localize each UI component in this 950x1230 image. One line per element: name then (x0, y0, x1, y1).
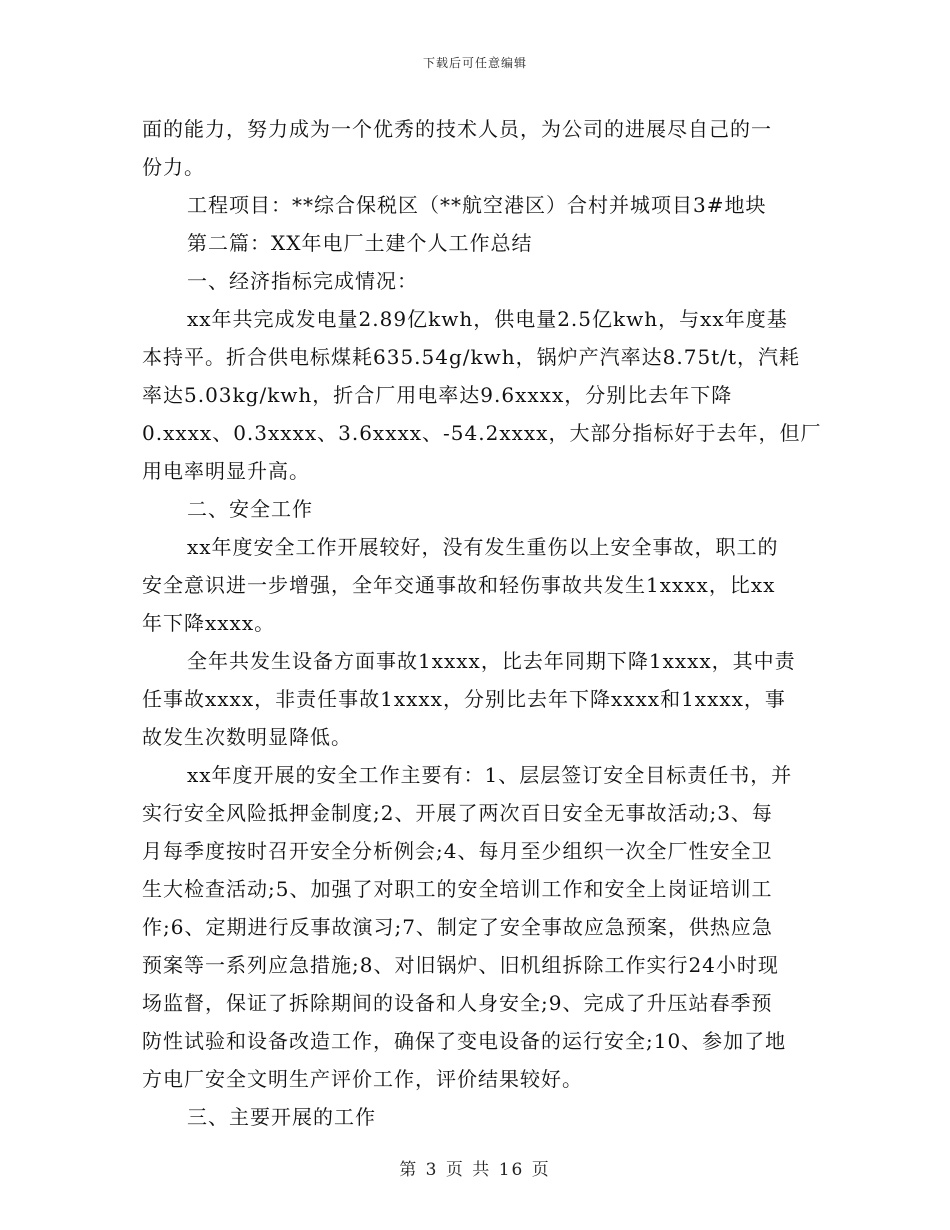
text-line: 作;6、定期进行反事故演习;7、制定了安全事故应急预案，供热应急 (142, 915, 773, 939)
text-line: 任事故xxxx，非责任事故1xxxx，分别比去年下降xxxx和1xxxx，事 (142, 687, 786, 711)
text-line: 用电率明显升高。 (142, 459, 310, 483)
text-line: 场监督，保证了拆除期间的设备和人身安全;9、完成了升压站春季预 (142, 991, 773, 1015)
text-line: 防性试验和设备改造工作，确保了变电设备的运行安全;10、参加了地 (142, 1029, 787, 1053)
text-line: xx年共完成发电量2.89亿kwh，供电量2.5亿kwh，与xx年度基 (187, 307, 788, 331)
text-line: 0.xxxx、0.3xxxx、3.6xxxx、-54.2xxxx，大部分指标好于去年，但厂 (142, 421, 822, 445)
project-line: 工程项目：**综合保税区（**航空港区）合村并城项目3#地块 (187, 193, 767, 217)
section-title: 第二篇：XX年电厂土建个人工作总结 (187, 231, 533, 255)
text-line: 本持平。折合供电标煤耗635.54g/kwh，锅炉产汽率达8.75t/t，汽耗 (142, 345, 800, 369)
section-heading: 二、安全工作 (187, 497, 313, 521)
text-line: 方电厂安全文明生产评价工作，评价结果较好。 (142, 1067, 583, 1091)
section-heading: 三、主要开展的工作 (187, 1105, 376, 1129)
text-line: xx年度开展的安全工作主要有：1、层层签订安全目标责任书，并 (187, 763, 793, 787)
text-line: 生大检查活动;5、加强了对职工的安全培训工作和安全上岗证培训工 (142, 877, 773, 901)
text-line: 故发生次数明显降低。 (142, 725, 352, 749)
text-line: 面的能力，努力成为一个优秀的技术人员，为公司的进展尽自己的一 (142, 117, 772, 141)
page-number-footer: 第 3 页 共 16 页 (399, 1160, 551, 1180)
text-line: 月每季度按时召开安全分析例会;4、每月至少组织一次全厂性安全卫 (142, 839, 773, 863)
text-line: 实行安全风险抵押金制度;2、开展了两次百日安全无事故活动;3、每 (142, 801, 773, 825)
text-line: 安全意识进一步增强，全年交通事故和轻伤事故共发生1xxxx，比xx (142, 573, 776, 597)
header-note: 下载后可任意编辑 (422, 56, 527, 70)
text-line: xx年度安全工作开展较好，没有发生重伤以上安全事故，职工的 (187, 535, 779, 559)
text-line: 率达5.03kg/kwh，折合厂用电率达9.6xxxx，分别比去年下降 (142, 383, 733, 407)
text-line: 预案等一系列应急措施;8、对旧锅炉、旧机组拆除工作实行24小时现 (142, 953, 779, 977)
document-body (142, 110, 822, 1136)
text-line: 全年共发生设备方面事故1xxxx，比去年同期下降1xxxx，其中责 (187, 649, 796, 673)
section-heading: 一、经济指标完成情况： (187, 269, 418, 293)
text-line: 年下降xxxx。 (142, 611, 276, 635)
text-line: 份力。 (142, 155, 205, 179)
